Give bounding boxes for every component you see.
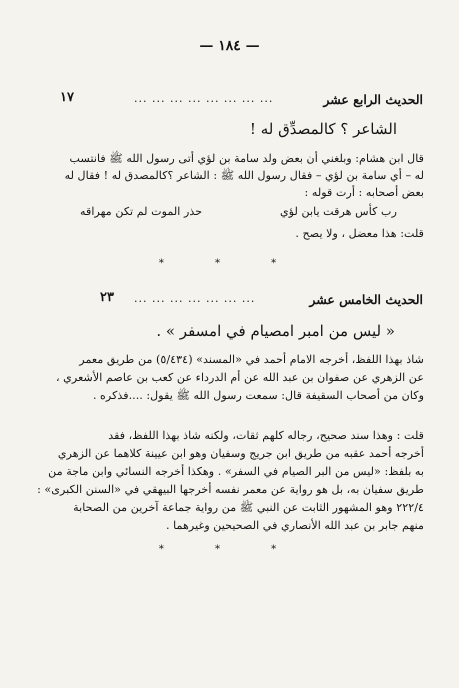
commentary-line-5: ٢٢٢/٤ وهو المشهور الثابت عن النبي ﷺ من رواية جماعة آخرين من الصحابة bbox=[73, 501, 424, 514]
hadith-14-dots: ... ... ... ... ... ... ... ... bbox=[134, 92, 274, 105]
hadith-15-line-3: وكان من أصحاب السقيفة قال: سمعت رسول الله ﷺ يقول: ....فذكره . bbox=[92, 389, 424, 402]
section-separator-2: * * * bbox=[158, 544, 301, 555]
hadith-15-line-1: شاذ بهذا اللفظ، أخرجه الامام أحمد في «المسند» (٥/٤٣٤) من طريق معمر bbox=[79, 353, 424, 366]
commentary-line-3: به بلفظ: «ليس من البر الصيام في السفر» . وهكذا أخرجه النسائي وابن ماجة من bbox=[48, 465, 424, 478]
hadith-15-text: « ليس من امبر امصيام في امسفر » . bbox=[156, 322, 395, 340]
poem-left-hemistich: حذر الموت لم تكن مهراقه bbox=[80, 205, 203, 218]
commentary-line-6: منهم جابر بن عبد الله الأنصاري في الصحيحين وغيرهما . bbox=[166, 519, 424, 532]
page-number: — ١٨٤ — bbox=[199, 38, 260, 54]
hadith-14-title: الحديث الرابع عشر bbox=[323, 92, 423, 107]
poem-right-hemistich: رب كأس هرقت يابن لؤي bbox=[279, 205, 397, 218]
hadith-14-text: الشاعر ؟ كالمصدِّق له ! bbox=[249, 120, 397, 138]
hadith-14-line-2: له – أي سامة بن لؤي – فقال رسول الله ﷺ : الشاعر ؟كالمصدق له ! فقال له bbox=[64, 169, 424, 182]
hadith-15-line-2: عن الزهري عن صفوان بن عبد الله عن أم الدرداء عن كعب بن عاصم الأشعري ، bbox=[55, 371, 424, 384]
commentary-line-1: قلت : وهذا سند صحيح، رجاله كلهم ثقات، ولكنه شاذ بهذا اللفظ، فقد bbox=[108, 429, 424, 442]
hadith-15-dots: ... ... ... ... ... ... ... bbox=[134, 292, 256, 305]
hadith-14-line-3: بعض أصحابه : أرت قوله : bbox=[304, 186, 424, 199]
commentary-line-4: طريق سفيان به، بل هو رواية عن معمر نفسه أخرجها البيهقي في «السنن الكبرى» : bbox=[37, 483, 424, 496]
commentary-line-2: أخرجه أحمد عقبه من طريق ابن جريج وسفيان وهو ابن عيينة كلاهما عن الزهري bbox=[57, 447, 424, 460]
hadith-14-number: ١٧ bbox=[60, 90, 74, 105]
hadith-15-number: ٢٣ bbox=[100, 290, 114, 305]
hadith-14-comment: قلت: هذا معضل ، ولا يصح . bbox=[295, 227, 424, 240]
hadith-14-line-1: قال ابن هشام: وبلغني أن بعض ولد سامة بن لؤي أتى رسول الله ﷺ فانتسب bbox=[69, 152, 424, 165]
section-separator-1: * * * bbox=[158, 258, 301, 269]
hadith-15-title: الحديث الخامس عشر bbox=[309, 292, 423, 307]
